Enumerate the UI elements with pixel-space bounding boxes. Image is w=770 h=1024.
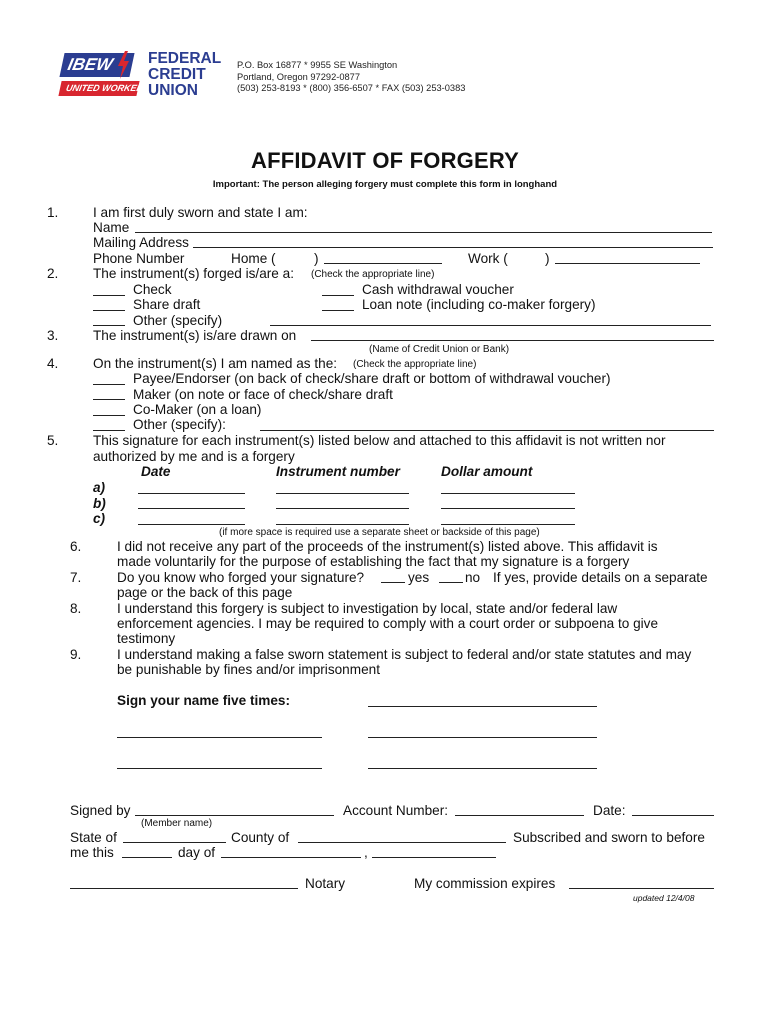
updated-date: updated 12/4/08 [633, 893, 695, 903]
home-phone-label: Home ( [231, 251, 276, 266]
row-b-date-field[interactable] [138, 508, 245, 509]
payee-checkbox-line[interactable] [93, 384, 125, 385]
item-number: 2. [47, 266, 59, 281]
item-number: 6. [70, 539, 82, 554]
row-c-date-field[interactable] [138, 524, 245, 525]
row-a-instrument-field[interactable] [276, 493, 409, 494]
payee-label: Payee/Endorser (on back of check/share draft or bottom of withdrawal voucher) [133, 371, 611, 386]
col-instrument-header: Instrument number [276, 464, 400, 479]
item-6-text-cont: made voluntarily for the purpose of establishing the fact that my signature is a forgery [117, 554, 630, 569]
item-9-text-cont: be punishable by fines and/or imprisonment [117, 662, 380, 677]
item-number: 5. [47, 433, 59, 448]
item-number: 9. [70, 647, 82, 662]
county-field[interactable] [298, 842, 506, 843]
home-phone-field[interactable] [324, 263, 442, 264]
date-field[interactable] [632, 815, 714, 816]
address-line: P.O. Box 16877 * 9955 SE Washington [237, 60, 398, 70]
item-8-text-cont2: testimony [117, 631, 176, 646]
item-8-text: I understand this forgery is subject to investigation by local, state and/or federal law [117, 601, 618, 616]
item-7-text: Do you know who forged your signature? [117, 570, 365, 585]
no-label: no [465, 570, 481, 585]
day-field[interactable] [122, 857, 172, 858]
state-field[interactable] [123, 842, 226, 843]
item-5-text: This signature for each instrument(s) listed below and attached to this affidavit is not written nor [93, 433, 666, 448]
item-7-text-cont: page or the back of this page [117, 585, 293, 600]
item-5-note: (if more space is required use a separate sheet or backside of this page) [219, 527, 540, 538]
account-number-label: Account Number: [343, 803, 449, 818]
work-phone-label: Work ( [468, 251, 508, 266]
work-phone-field[interactable] [555, 263, 700, 264]
yes-label: yes [408, 570, 430, 585]
logo-united-workers: UNITED WORKERS [58, 81, 139, 96]
comaker-checkbox-line[interactable] [93, 415, 125, 416]
drawn-on-field[interactable] [311, 340, 714, 341]
logo-ibew: IBEW [59, 53, 134, 77]
home-phone-paren: ) [314, 251, 319, 266]
item-7-details: If yes, provide details on a separate [493, 570, 708, 585]
share-draft-checkbox-line[interactable] [93, 310, 125, 311]
item-6-text: I did not receive any part of the proceeds of the instrument(s) listed above. This affidavit is [117, 539, 658, 554]
sign-five-times-label: Sign your name five times: [117, 693, 290, 708]
col-date-header: Date [141, 464, 171, 479]
item-number: 7. [70, 570, 82, 585]
row-c-amount-field[interactable] [441, 524, 575, 525]
day-of-label: day of [178, 845, 216, 860]
comma: , [364, 845, 368, 860]
county-of-label: County of [231, 830, 290, 845]
commission-expires-field[interactable] [569, 888, 714, 889]
work-phone-paren: ) [545, 251, 550, 266]
yes-checkbox-line[interactable] [381, 582, 405, 583]
me-this-label: me this [70, 845, 114, 860]
item-number: 1. [47, 205, 59, 220]
share-draft-label: Share draft [133, 297, 201, 312]
row-label-b: b) [93, 496, 106, 511]
row-a-date-field[interactable] [138, 493, 245, 494]
row-label-c: c) [93, 511, 106, 526]
row-b-instrument-field[interactable] [276, 508, 409, 509]
item-number: 8. [70, 601, 82, 616]
row-label-a: a) [93, 480, 106, 495]
signature-field-3[interactable] [368, 737, 597, 738]
maker-label: Maker (on note or face of check/share draft [133, 387, 393, 402]
signed-by-field[interactable] [135, 815, 334, 816]
address-line: (503) 253-8193 * (800) 356-6507 * FAX (503) 253-0383 [237, 83, 466, 93]
name-field[interactable] [135, 232, 712, 233]
signature-field-1[interactable] [368, 706, 597, 707]
loan-note-label: Loan note (including co-maker forgery) [362, 297, 596, 312]
signed-by-label: Signed by [70, 803, 131, 818]
date-label: Date: [593, 803, 626, 818]
loan-note-checkbox-line[interactable] [322, 310, 354, 311]
no-checkbox-line[interactable] [439, 582, 463, 583]
row-a-amount-field[interactable] [441, 493, 575, 494]
month-field[interactable] [221, 857, 361, 858]
item-number: 4. [47, 356, 59, 371]
signature-field-5[interactable] [368, 768, 597, 769]
credit-union-logo [60, 51, 220, 103]
address-line: Portland, Oregon 97292-0877 [237, 71, 361, 82]
check-checkbox-line[interactable] [93, 295, 125, 296]
item-3-note: (Name of Credit Union or Bank) [369, 344, 510, 355]
other-label: Other (specify) [133, 313, 223, 328]
cash-voucher-checkbox-line[interactable] [322, 295, 354, 296]
other2-specify-field[interactable] [260, 430, 714, 431]
other-checkbox-line[interactable] [93, 325, 125, 326]
subscribed-label: Subscribed and sworn to before [513, 830, 705, 845]
commission-expires-label: My commission expires [414, 876, 556, 891]
state-of-label: State of [70, 830, 117, 845]
row-c-instrument-field[interactable] [276, 524, 409, 525]
item-number: 3. [47, 328, 59, 343]
other2-checkbox-line[interactable] [93, 430, 125, 431]
document-title: AFFIDAVIT OF FORGERY [251, 148, 519, 173]
phone-number-label: Phone Number [93, 251, 185, 266]
mailing-address [237, 60, 465, 95]
year-field[interactable] [372, 857, 496, 858]
document-subtitle: Important: The person alleging forgery must complete this form in longhand [212, 179, 558, 190]
notary-signature-field[interactable] [70, 888, 298, 889]
item-1-text: I am first duly sworn and state I am: [93, 205, 308, 220]
row-b-amount-field[interactable] [441, 508, 575, 509]
notary-label: Notary [305, 876, 346, 891]
mailing-address-field[interactable] [193, 247, 713, 248]
comaker-label: Co-Maker (on a loan) [133, 402, 262, 417]
member-name-note: (Member name) [141, 818, 213, 829]
lightning-bolt-icon [116, 51, 130, 79]
logo-federal-credit-union: FEDERAL CREDIT UNION [148, 50, 222, 99]
check-label: Check [133, 282, 172, 297]
item-2-text: The instrument(s) forged is/are a: [93, 266, 294, 281]
mailing-address-label: Mailing Address [93, 235, 189, 250]
item-3-text: The instrument(s) is/are drawn on [93, 328, 297, 343]
item-4-note: (Check the appropriate line) [353, 359, 477, 370]
account-number-field[interactable] [455, 815, 584, 816]
maker-checkbox-line[interactable] [93, 399, 125, 400]
item-2-note: (Check the appropriate line) [311, 269, 435, 280]
item-4-text: On the instrument(s) I am named as the: [93, 356, 338, 371]
other-specify-field[interactable] [270, 325, 711, 326]
name-label: Name [93, 220, 130, 235]
item-5-text-cont: authorized by me and is a forgery [93, 449, 295, 464]
item-8-text-cont: enforcement agencies. I may be required to comply with a court order or subpoena to give [117, 616, 659, 631]
other2-label: Other (specify): [133, 417, 226, 432]
signature-field-2[interactable] [117, 737, 322, 738]
item-9-text: I understand making a false sworn statement is subject to federal and/or state statutes and may [117, 647, 692, 662]
signature-field-4[interactable] [117, 768, 322, 769]
col-amount-header: Dollar amount [441, 464, 533, 479]
cash-voucher-label: Cash withdrawal voucher [362, 282, 514, 297]
